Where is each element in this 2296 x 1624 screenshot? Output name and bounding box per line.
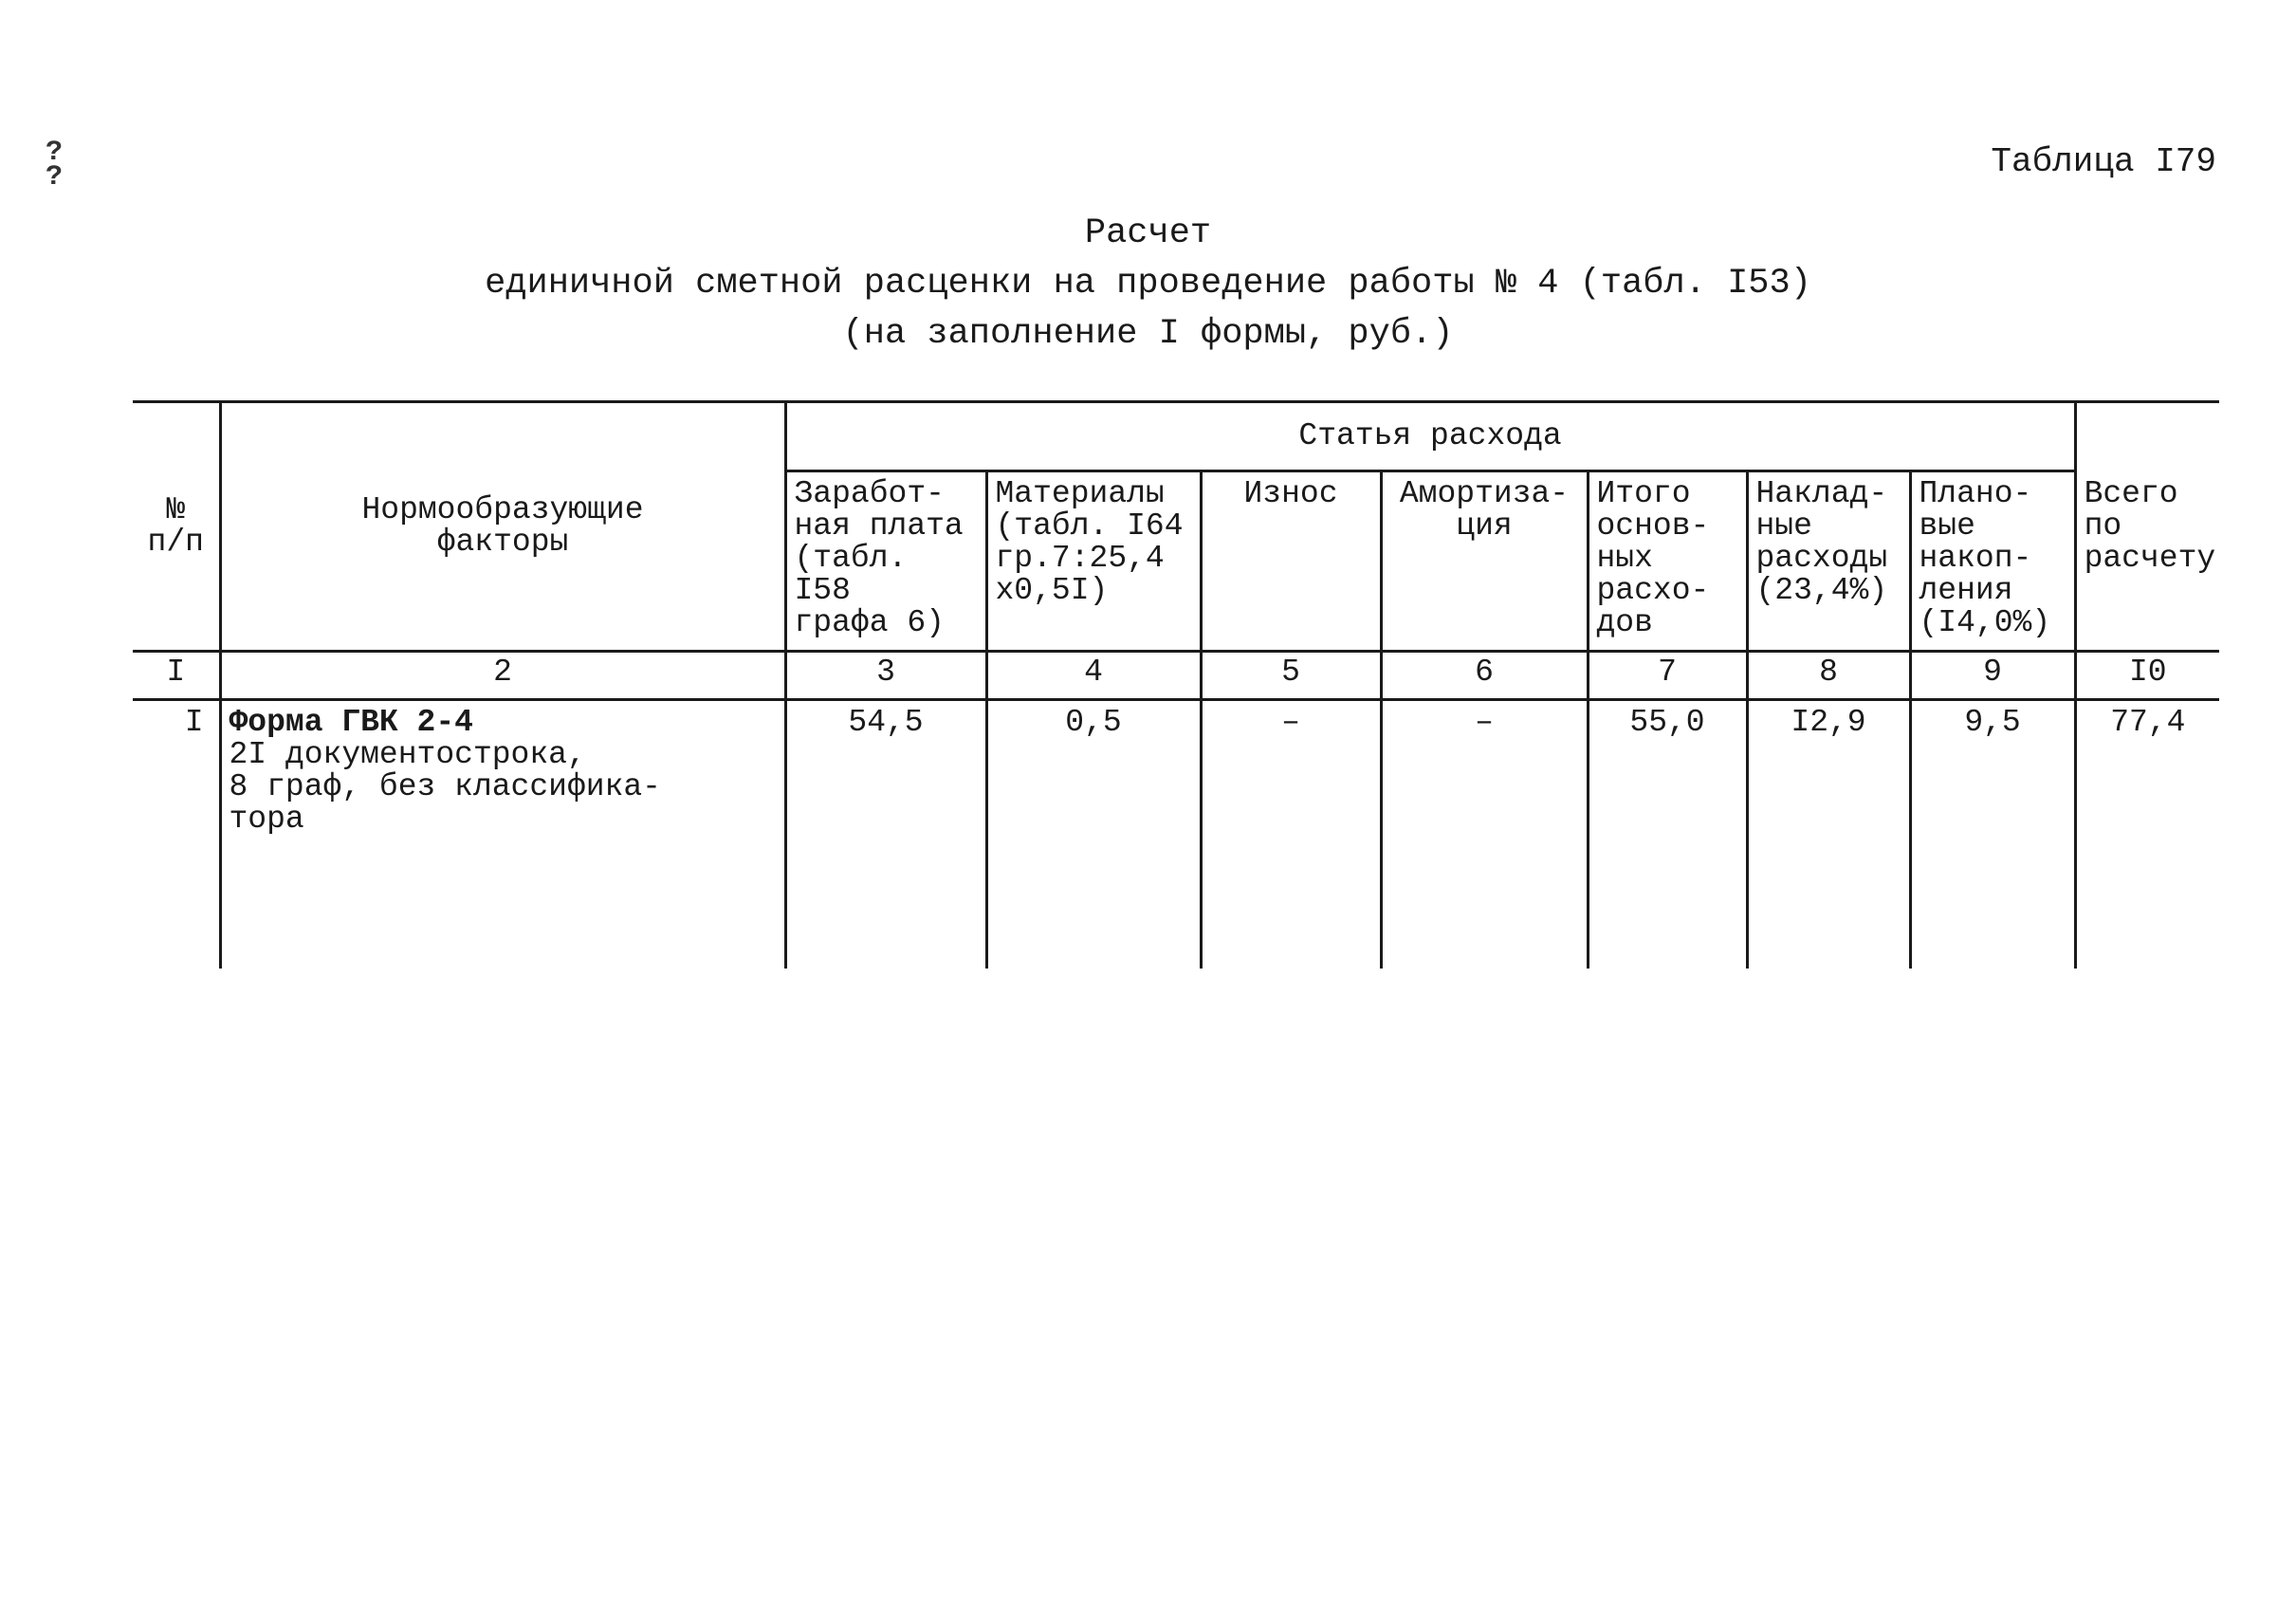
header-total: Всего по расчету — [2075, 402, 2219, 652]
title-line-2: единичной сметной расценки на проведение работы № 4 (табл. I53) — [485, 264, 1811, 304]
title-line-1: Расчет — [1084, 213, 1212, 253]
margin-mark-text: ? ? — [46, 137, 64, 194]
factor-name: Форма ГВК 2-4 — [229, 705, 473, 740]
value-wear: – — [1201, 700, 1381, 969]
column-number-row — [133, 652, 2219, 700]
value-salary: 54,5 — [785, 700, 986, 969]
title-line-3: (на заполнение I формы, руб.) — [842, 314, 1454, 354]
column-number: 5 — [1201, 652, 1381, 700]
calculation-table — [133, 400, 2219, 969]
column-number: I — [133, 652, 220, 700]
column-number: 7 — [1588, 652, 1747, 700]
value-overhead: I2,9 — [1747, 700, 1910, 969]
header-num: № п/п — [133, 402, 220, 652]
header-expense-group: Статья расхода — [785, 402, 2075, 471]
value-total: 77,4 — [2075, 700, 2219, 969]
header-col-planned-savings: Плано- вые накоп- ления (I4,0%) — [1910, 471, 2075, 652]
header-col-subtotal: Итого основ- ных расхо- дов — [1588, 471, 1747, 652]
column-number: 3 — [785, 652, 986, 700]
value-subtotal: 55,0 — [1588, 700, 1747, 969]
column-number: 8 — [1747, 652, 1910, 700]
header-col-amortization: Амортиза- ция — [1381, 471, 1588, 652]
header-col-materials: Материалы (табл. I64 гр.7:25,4 х0,5I) — [986, 471, 1201, 652]
column-number: 9 — [1910, 652, 2075, 700]
value-planned-savings: 9,5 — [1910, 700, 2075, 969]
factor-description: 2I документострока, 8 граф, без классифика- тора — [229, 737, 661, 837]
header-col-wear: Износ — [1201, 471, 1381, 652]
header-col-overhead: Наклад- ные расходы (23,4%) — [1747, 471, 1910, 652]
column-number: I0 — [2075, 652, 2219, 700]
column-number: 2 — [220, 652, 785, 700]
value-amortization: – — [1381, 700, 1588, 969]
margin-mark — [46, 137, 64, 194]
table-row — [133, 700, 2219, 969]
table-number: Таблица I79 — [1991, 142, 2216, 181]
header-factors: Нормообразующие факторы — [220, 402, 785, 652]
row-index: I — [133, 700, 220, 969]
value-materials: 0,5 — [986, 700, 1201, 969]
header-col-salary: Заработ- ная плата (табл. I58 графа 6) — [785, 471, 986, 652]
row-factor — [220, 700, 785, 969]
column-number: 4 — [986, 652, 1201, 700]
title-block — [0, 209, 2296, 360]
column-number: 6 — [1381, 652, 1588, 700]
